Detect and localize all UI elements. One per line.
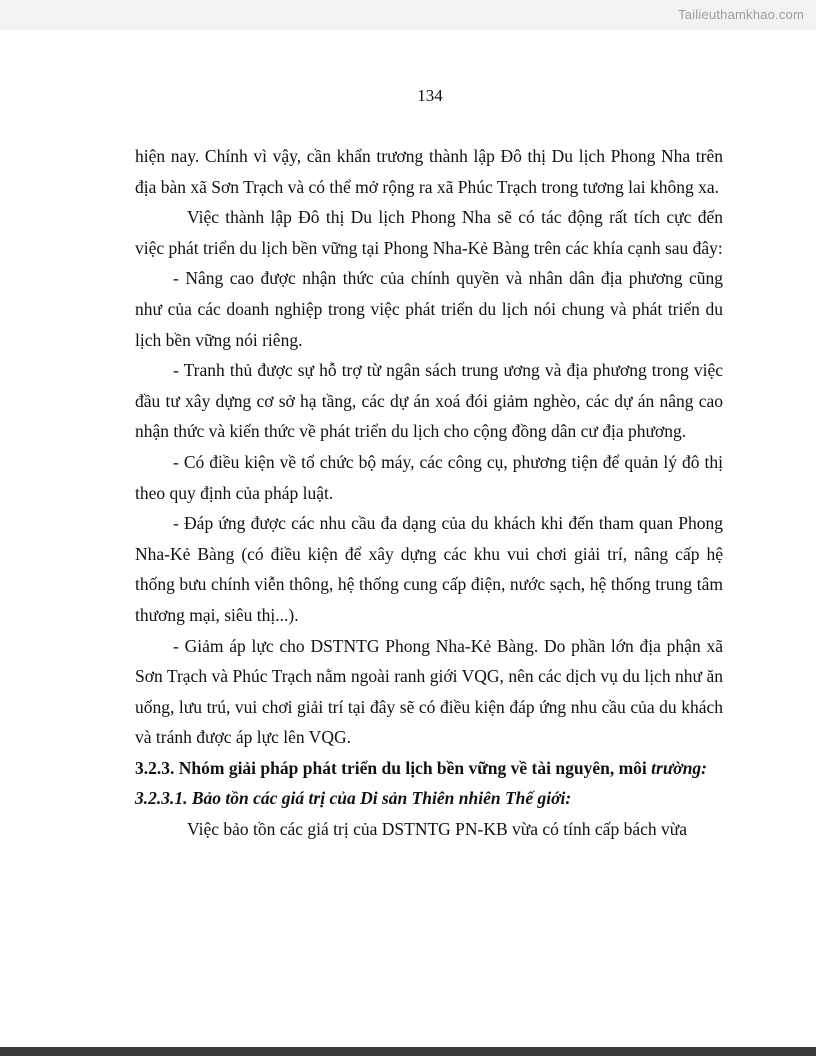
section-heading [135,753,723,784]
paragraph-bullet-1: - Nâng cao được nhận thức của chính quyền và nhân dân địa phương cũng như của các doanh nghiệp trong việc phát triển du lịch nói chung và phát triển du lịch bền vững nói riêng. [135,268,723,350]
bottom-scan-edge [0,1047,816,1056]
page-content [135,141,723,845]
page-number: 134 [417,86,443,105]
section-heading-tail: trường: [651,757,707,778]
paragraph-intro: Việc thành lập Đô thị Du lịch Phong Nha sẽ có tác động rất tích cực đến việc phát triển du lịch bền vững tại Phong Nha-Kẻ Bàng trên các khía cạnh sau đây: [135,207,723,258]
section-heading-main: 3.2.3. Nhóm giải pháp phát triển du lịch bền vững về tài nguyên, môi [135,757,652,778]
subsection-heading: 3.2.3.1. Bảo tồn các giá trị của Di sản Thiên nhiên Thế giới: [135,788,572,809]
paragraph-bullet-5: - Giảm áp lực cho DSTNTG Phong Nha-Kẻ Bàng. Do phần lớn địa phận xã Sơn Trạch và Phúc Trạch nằm ngoài ranh giới VQG, nên các dịch vụ du lịch như ăn uống, lưu trú, vui chơi giải trí tại đây sẽ có điều kiện đáp ứng nhu cầu của du khách và tránh được áp lực lên VQG. [135,635,723,748]
watermark-text: Tailieuthamkhao.com [678,7,804,22]
paragraph-bullet-4: - Đáp ứng được các nhu cầu đa dạng của du khách khi đến tham quan Phong Nha-Kẻ Bàng (có điều kiện để xây dựng các khu vui chơi giải trí, nâng cấp hệ thống bưu chính viễn thông, hệ thống cung cấp điện, nước sạch, hệ thống trung tâm thương mại, siêu thị...). [135,513,723,625]
paragraph-continued: hiện nay. Chính vì vậy, cần khẩn trương thành lập Đô thị Du lịch Phong Nha trên địa bàn xã Sơn Trạch và có thể mở rộng ra xã Phúc Trạch trong tương lai không xa. [135,146,723,197]
paragraph-bullet-2: - Tranh thủ được sự hỗ trợ từ ngân sách trung ương và địa phương trong việc đầu tư xây dựng cơ sở hạ tầng, các dự án xoá đói giảm nghèo, các dự án nâng cao nhận thức và kiến thức về phát triển du lịch cho cộng đồng dân cư địa phương. [135,360,723,442]
paragraph-closing: Việc bảo tồn các giá trị của DSTNTG PN-KB vừa có tính cấp bách vừa [187,819,687,840]
top-strip [0,0,816,30]
paragraph-bullet-3: - Có điều kiện về tổ chức bộ máy, các công cụ, phương tiện để quản lý đô thị theo quy định của pháp luật. [135,451,723,503]
